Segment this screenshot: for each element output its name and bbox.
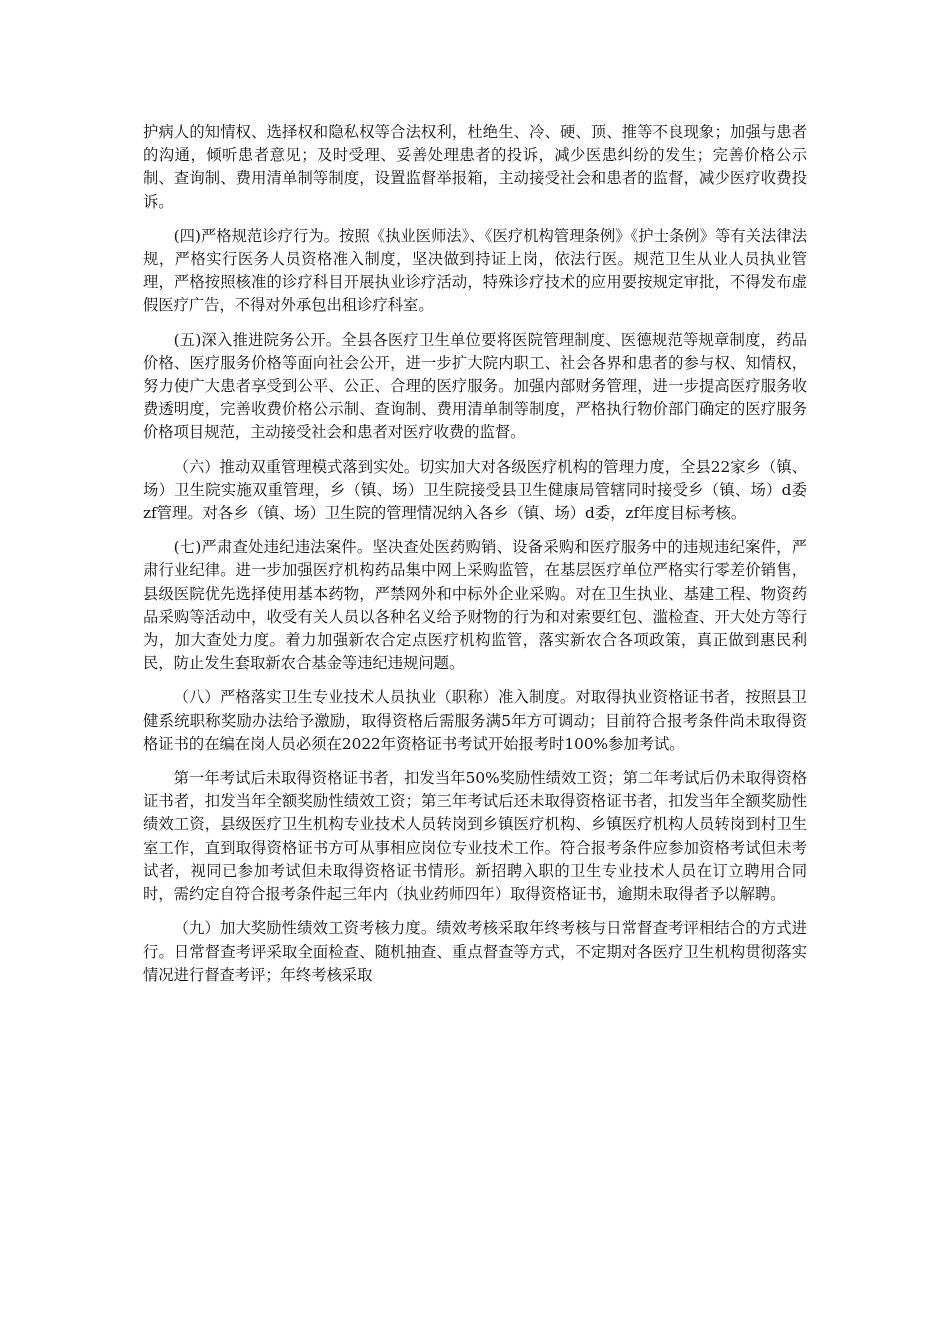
paragraph-section-6: （六）推动双重管理模式落到实处。切实加大对各级医疗机构的管理力度，全县22家乡（镇、场）卫生院实施双重管理，乡（镇、场）卫生院接受县卫生健康局管辖同时接受乡（镇、场）d委zf管理。对各乡（镇、场）卫生院的管理情况纳入各乡（镇、场）d委，zf年度目标考核。 [143, 457, 807, 523]
paragraph-continuation: 护病人的知情权、选择权和隐私权等合法权利，杜绝生、冷、硬、顶、推等不良现象；加强与患者的沟通，倾听患者意见；及时受理、妥善处理患者的投诉，减少医患纠纷的发生；完善价格公示制、查询制、费用清单制等制度，设置监督举报箱，主动接受社会和患者的监督，减少医疗收费投诉。 [143, 123, 807, 211]
paragraph-section-5: (五)深入推进院务公开。全县各医疗卫生单位要将医院管理制度、医德规范等规章制度，药品价格、医疗服务价格等面向社会公开，进一步扩大院内职工、社会各界和患者的参与权、知情权，努力使广大患者享受到公平、公正、合理的医疗服务。加强内部财务管理，进一步提高医疗服务收费透明度，完善收费价格公示制、查询制、费用清单制等制度，严格执行物价部门确定的医疗服务价格项目规范，主动接受社会和患者对医疗收费的监督。 [143, 330, 807, 442]
paragraph-section-9: （九）加大奖励性绩效工资考核力度。绩效考核采取年终考核与日常督查考评相结合的方式进行。日常督查考评采取全面检查、随机抽查、重点督查等方式，不定期对各医疗卫生机构贯彻落实情况进行督查考评；年终考核采取 [143, 919, 807, 984]
document-body [143, 121, 807, 998]
paragraph-section-8: （八）严格落实卫生专业技术人员执业（职称）准入制度。对取得执业资格证书者，按照县卫健系统职称奖励办法给予激励，取得资格后需服务满5年方可调动；目前符合报考条件尚未取得资格证书的在编在岗人员必须在2022年资格证书考试开始报考时100%参加考试。 [143, 688, 807, 753]
paragraph-section-4: (四)严格规范诊疗行为。按照《执业医师法》、《医疗机构管理条例》《护士条例》等有关法律法规，严格实行医务人员资格准入制度，坚决做到持证上岗，依法行医。规范卫生从业人员执业管理，严格按照核准的诊疗科目开展执业诊疗活动，特殊诊疗技术的应用要按规定审批，不得发布虚假医疗广告，不得对外承包出租诊疗科室。 [143, 226, 807, 315]
paragraph-section-8-detail: 第一年考试后未取得资格证书者，扣发当年50%奖励性绩效工资；第二年考试后仍未取得资格证书者，扣发当年全额奖励性绩效工资；第三年考试后还未取得资格证书者，扣发当年全额奖励性绩效工资，县级医疗卫生机构专业技术人员转岗到乡镇医疗机构、乡镇医疗机构人员转岗到村卫生室工作，直到取得资格证书方可从事相应岗位专业技术工作。符合报考条件应参加资格考试但未考试者，视同已参加考试但未取得资格证书情形。新招聘入职的卫生专业技术人员在订立聘用合同时，需约定自符合报考条件起三年内（执业药师四年）取得资格证书，逾期未取得者予以解聘。 [143, 769, 807, 904]
paragraph-section-7: (七)严肃查处违纪违法案件。坚决查处医药购销、设备采购和医疗服务中的违规违纪案件，严肃行业纪律。进一步加强医疗机构药品集中网上采购监管，在基层医疗单位严格实行零差价销售，县级医院优先选择使用基本药物，严禁网外和中标外企业采购。对在卫生执业、基建工程、物资药品采购等活动中，收受有关人员以各种名义给予财物的行为和对索要红包、滥检查、开大处方等行为，加大查处力度。着力加强新农合定点医疗机构监管，落实新农合各项政策，真正做到惠民利民，防止发生套取新农合基金等违纪违规问题。 [143, 538, 807, 673]
